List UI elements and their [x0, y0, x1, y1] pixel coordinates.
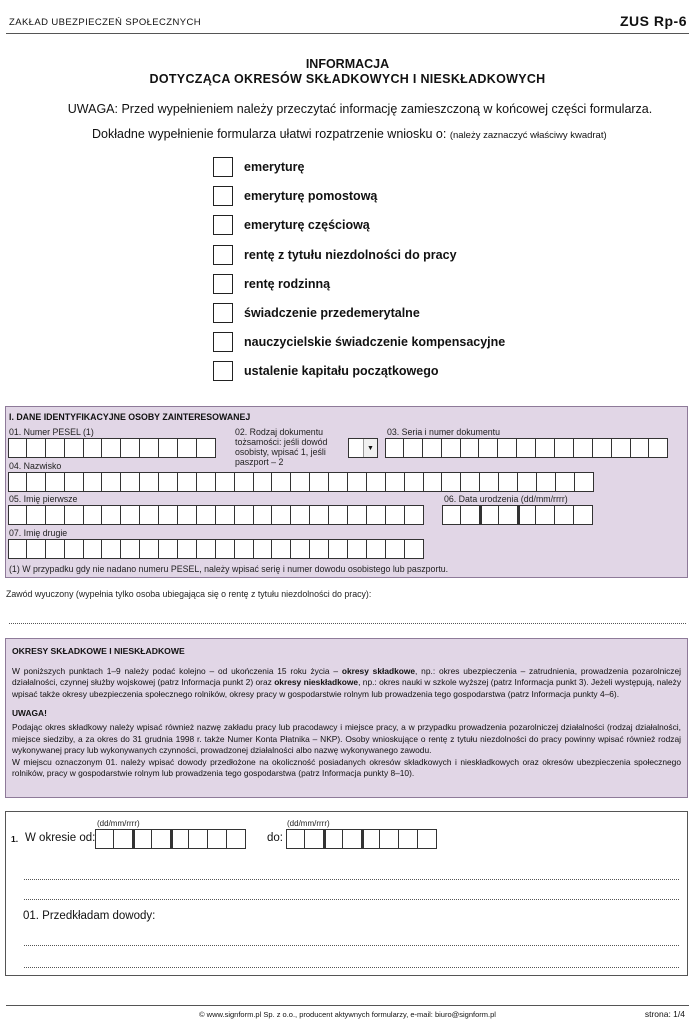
chevron-down-icon[interactable]: ▼ — [363, 439, 377, 457]
pesel-label: 01. Numer PESEL (1) — [9, 427, 94, 437]
info-paragraph-1 — [12, 666, 681, 701]
footer-credit: © www.signform.pl Sp. z o.o., producent aktywnych formularzy, e-mail: biuro@signform.pl — [199, 1010, 496, 1019]
info-p1-bold: okresy składkowe — [341, 665, 416, 676]
option-checkbox[interactable] — [213, 274, 233, 294]
evidence-line-2[interactable] — [24, 967, 679, 968]
to-label: do: — [267, 832, 283, 844]
option-label: emeryturę pomostową — [244, 189, 378, 203]
periods-info-panel — [5, 638, 688, 798]
option-label: nauczycielskie świadczenie kompensacyjne — [244, 335, 506, 349]
identification-section — [5, 406, 688, 578]
workplace-line-1[interactable] — [24, 879, 679, 880]
option-label: świadczenie przedemerytalne — [244, 306, 420, 320]
surname-label: 04. Nazwisko — [9, 461, 62, 471]
option-swiadczenie-kompensacyjne[interactable] — [213, 332, 505, 352]
profession-input[interactable] — [9, 623, 686, 624]
birth-date-label: 06. Data urodzenia (dd/mm/rrrr) — [444, 494, 568, 504]
option-emerytura-pomostowa[interactable] — [213, 186, 377, 206]
instruction-hint: (należy zaznaczyć właściwy kwadrat) — [449, 130, 607, 141]
option-label: rentę z tytułu niezdolności do pracy — [244, 248, 457, 262]
instruction-text — [92, 127, 607, 141]
option-label: emeryturę — [244, 160, 305, 174]
second-name-input[interactable] — [8, 539, 424, 559]
pesel-footnote: (1) W przypadku gdy nie nadano numeru PESEL, należy wpisać serię i numer dowodu osobistego lub paszportu. — [9, 564, 449, 574]
form-title-line1: INFORMACJA — [305, 57, 390, 71]
section-title: I. DANE IDENTYFIKACYJNE OSOBY ZAINTERESOWANEJ — [9, 412, 251, 422]
period-from-input[interactable] — [95, 829, 246, 849]
info-warning-heading: UWAGA! — [12, 708, 47, 719]
info-p1-text: , np.: okres nauki w szkole wyższej (patrz Informacja punkt 3). Jeżeli występują, należy wpisać także okresy ubezpieczenia społecznego rolników, okresy pracy w gospodarstwie rolnym lub prowadzenia tego gospodarstwa (patrz Informacja punkty 4–6). — [12, 677, 682, 699]
option-label: rentę rodzinną — [244, 277, 331, 291]
period-to-input[interactable] — [286, 829, 437, 849]
workplace-line-2[interactable] — [24, 899, 679, 900]
info-title: OKRESY SKŁADKOWE I NIESKŁADKOWE — [12, 646, 185, 656]
date-format-from: (dd/mm/rrrr) — [97, 819, 140, 828]
period-number: 1. — [11, 834, 19, 844]
page-number: strona: 1/4 — [644, 1009, 685, 1019]
evidence-line-1[interactable] — [24, 945, 679, 946]
footer-divider — [6, 1005, 689, 1006]
option-renta-niezdolnosc[interactable] — [213, 245, 457, 265]
birth-date-input[interactable] — [442, 505, 593, 525]
notice-text: UWAGA: Przed wypełnieniem należy przeczytać informację zamieszczoną w końcowej części formularza. — [67, 102, 653, 116]
option-label: emeryturę częściową — [244, 218, 370, 232]
form-code: ZUS Rp-6 — [620, 13, 687, 29]
option-emerytura-czesciowa[interactable] — [213, 215, 370, 235]
second-name-label: 07. Imię drugie — [9, 528, 68, 538]
option-checkbox[interactable] — [213, 332, 233, 352]
form-title-line2: DOTYCZĄCA OKRESÓW SKŁADKOWYCH I NIESKŁADKOWYCH — [149, 72, 546, 86]
info-p1-text: W poniższych punktach 1–9 należy podać kolejno – od ukończenia 15 roku życia – — [12, 665, 342, 676]
doc-type-select[interactable] — [348, 438, 378, 458]
option-checkbox[interactable] — [213, 186, 233, 206]
info-p1-text: , np.: okres ubezpieczenia – zatrudnienia, prowadzenia pozarolniczej działalności, czynnej służby wojskowej (patrz Informacja punkt 2) oraz — [12, 665, 682, 688]
pesel-input[interactable] — [8, 438, 216, 458]
doc-type-label: 02. Rodzaj dokumentu tożsamości: jeśli dowód osobisty, wpisać 1, jeśli paszport – 2 — [235, 427, 328, 467]
instruction-main: Dokładne wypełnienie formularza ułatwi rozpatrzenie wniosku o: — [92, 127, 447, 141]
header-divider — [6, 33, 689, 34]
option-checkbox[interactable] — [213, 303, 233, 323]
first-name-input[interactable] — [8, 505, 424, 525]
option-checkbox[interactable] — [213, 361, 233, 381]
doc-number-label: 03. Seria i numer dokumentu — [387, 427, 500, 437]
info-paragraph-2: Podając okres składkowy należy wpisać również nazwę zakładu pracy lub pracodawcy i miejsce pracy, a w przypadku prowadzenia pozarolniczej działalności (rodzaj działalności, miejsce siedziby, a za okres do 31 grudnia 1998 r. także Numer Konta Płatnika – NKP). Osoby wnioskujące o rentę z tytułu niezdolności do pracy powinny wpisać również rodzaj wykonywanej pracy lub wykonywanych czynności, prowadzonej działalności albo nazwę wykonywanego zawodu. — [12, 721, 681, 756]
surname-input[interactable] — [8, 472, 594, 492]
option-label: ustalenie kapitału początkowego — [244, 364, 439, 378]
option-swiadczenie-przedemerytalne[interactable] — [213, 303, 420, 323]
option-checkbox[interactable] — [213, 245, 233, 265]
info-p1-bold: okresy nieskładkowe — [274, 677, 359, 688]
period-entry-1 — [5, 811, 688, 976]
institution-name: ZAKŁAD UBEZPIECZEŃ SPOŁECZNYCH — [9, 17, 202, 28]
info-paragraph-3: W miejscu oznaczonym 01. należy wpisać dowody przedłożone na okoliczność posiadanych okresów składkowych i nieskładkowych oraz okresów ubezpieczenia społecznego rolników, pracy w gospodarstwie rolnym lub prowadzenia tego gospodarstwa (patrz Informacja punkty 8–10). — [12, 756, 681, 779]
option-emerytura[interactable] — [213, 157, 304, 177]
from-label: W okresie od: — [25, 832, 96, 844]
option-renta-rodzinna[interactable] — [213, 274, 330, 294]
option-checkbox[interactable] — [213, 215, 233, 235]
option-checkbox[interactable] — [213, 157, 233, 177]
option-kapital-poczatkowy[interactable] — [213, 361, 439, 381]
date-format-to: (dd/mm/rrrr) — [287, 819, 330, 828]
profession-label: Zawód wyuczony (wypełnia tylko osoba ubiegająca się o rentę z tytułu niezdolności do pracy): — [6, 589, 372, 599]
first-name-label: 05. Imię pierwsze — [9, 494, 78, 504]
evidence-label: 01. Przedkładam dowody: — [23, 910, 156, 922]
doc-number-input[interactable] — [385, 438, 668, 458]
